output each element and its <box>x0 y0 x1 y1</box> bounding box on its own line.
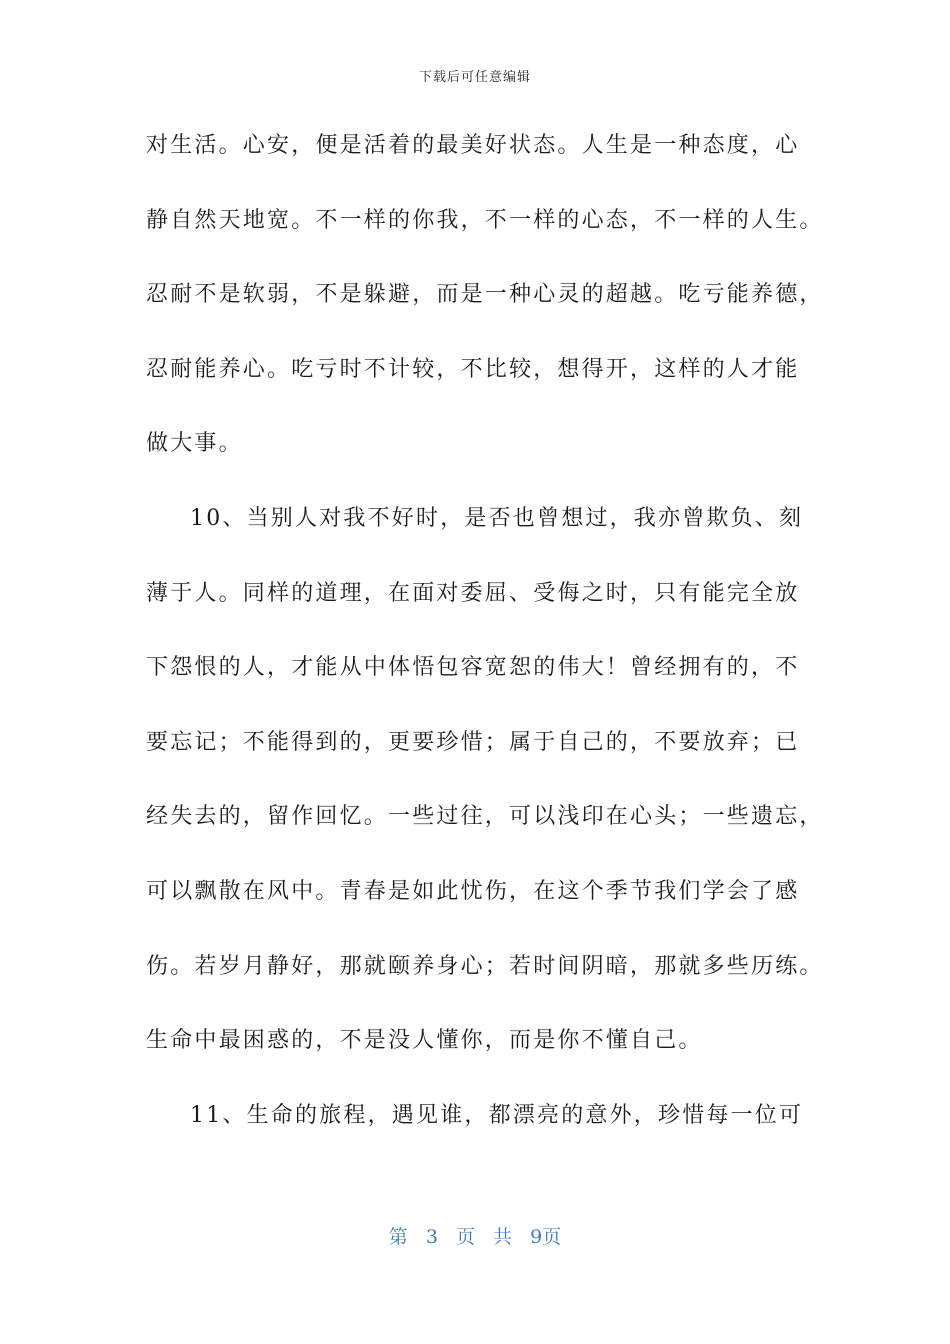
page-footer <box>0 1222 950 1249</box>
text-line: 伤。若岁月静好，那就颐养身心；若时间阴暗，那就多些历练。 <box>146 953 824 979</box>
text-line: 忍耐能养心。吃亏时不计较，不比较，想得开，这样的人才能 <box>146 356 800 382</box>
text-line: 薄于人。同样的道理，在面对委屈、受侮之时，只有能完全放 <box>146 580 800 606</box>
footer-page-label: 第 <box>388 1226 408 1248</box>
footer-current-page: 3 <box>425 1226 438 1248</box>
text-line: 做大事。 <box>146 431 243 457</box>
text-line: 生命中最困惑的，不是没人懂你，而是你不懂自己。 <box>146 1028 703 1054</box>
paragraph-start-line: 10、当别人对我不好时，是否也曾想过，我亦曾欺负、刻 <box>190 505 804 531</box>
footer-page-unit: 页 <box>455 1226 475 1248</box>
footer-total-pages: 9页 <box>530 1226 562 1248</box>
text-line: 对生活。心安，便是活着的最美好状态。人生是一种态度，心 <box>146 133 800 158</box>
text-line: 静自然天地宽。不一样的你我，不一样的心态，不一样的人生。 <box>146 207 824 233</box>
page-header: 下载后可任意编辑 <box>418 70 531 85</box>
paragraph-start-line: 11、生命的旅程，遇见谁，都漂亮的意外，珍惜每一位可 <box>190 1102 804 1128</box>
text-line: 下怨恨的人，才能从中体悟包容宽恕的伟大！曾经拥有的，不 <box>146 655 800 681</box>
text-line: 经失去的，留作回忆。一些过往，可以浅印在心头；一些遗忘， <box>146 804 824 830</box>
text-line: 忍耐不是软弱，不是躲避，而是一种心灵的超越。吃亏能养德， <box>146 282 824 308</box>
text-line: 可以飘散在风中。青春是如此忧伤，在这个季节我们学会了感 <box>146 878 800 904</box>
footer-total-label: 共 <box>493 1226 513 1248</box>
document-body <box>146 118 824 1162</box>
text-line: 要忘记；不能得到的，更要珍惜；属于自己的，不要放弃；已 <box>146 729 800 755</box>
